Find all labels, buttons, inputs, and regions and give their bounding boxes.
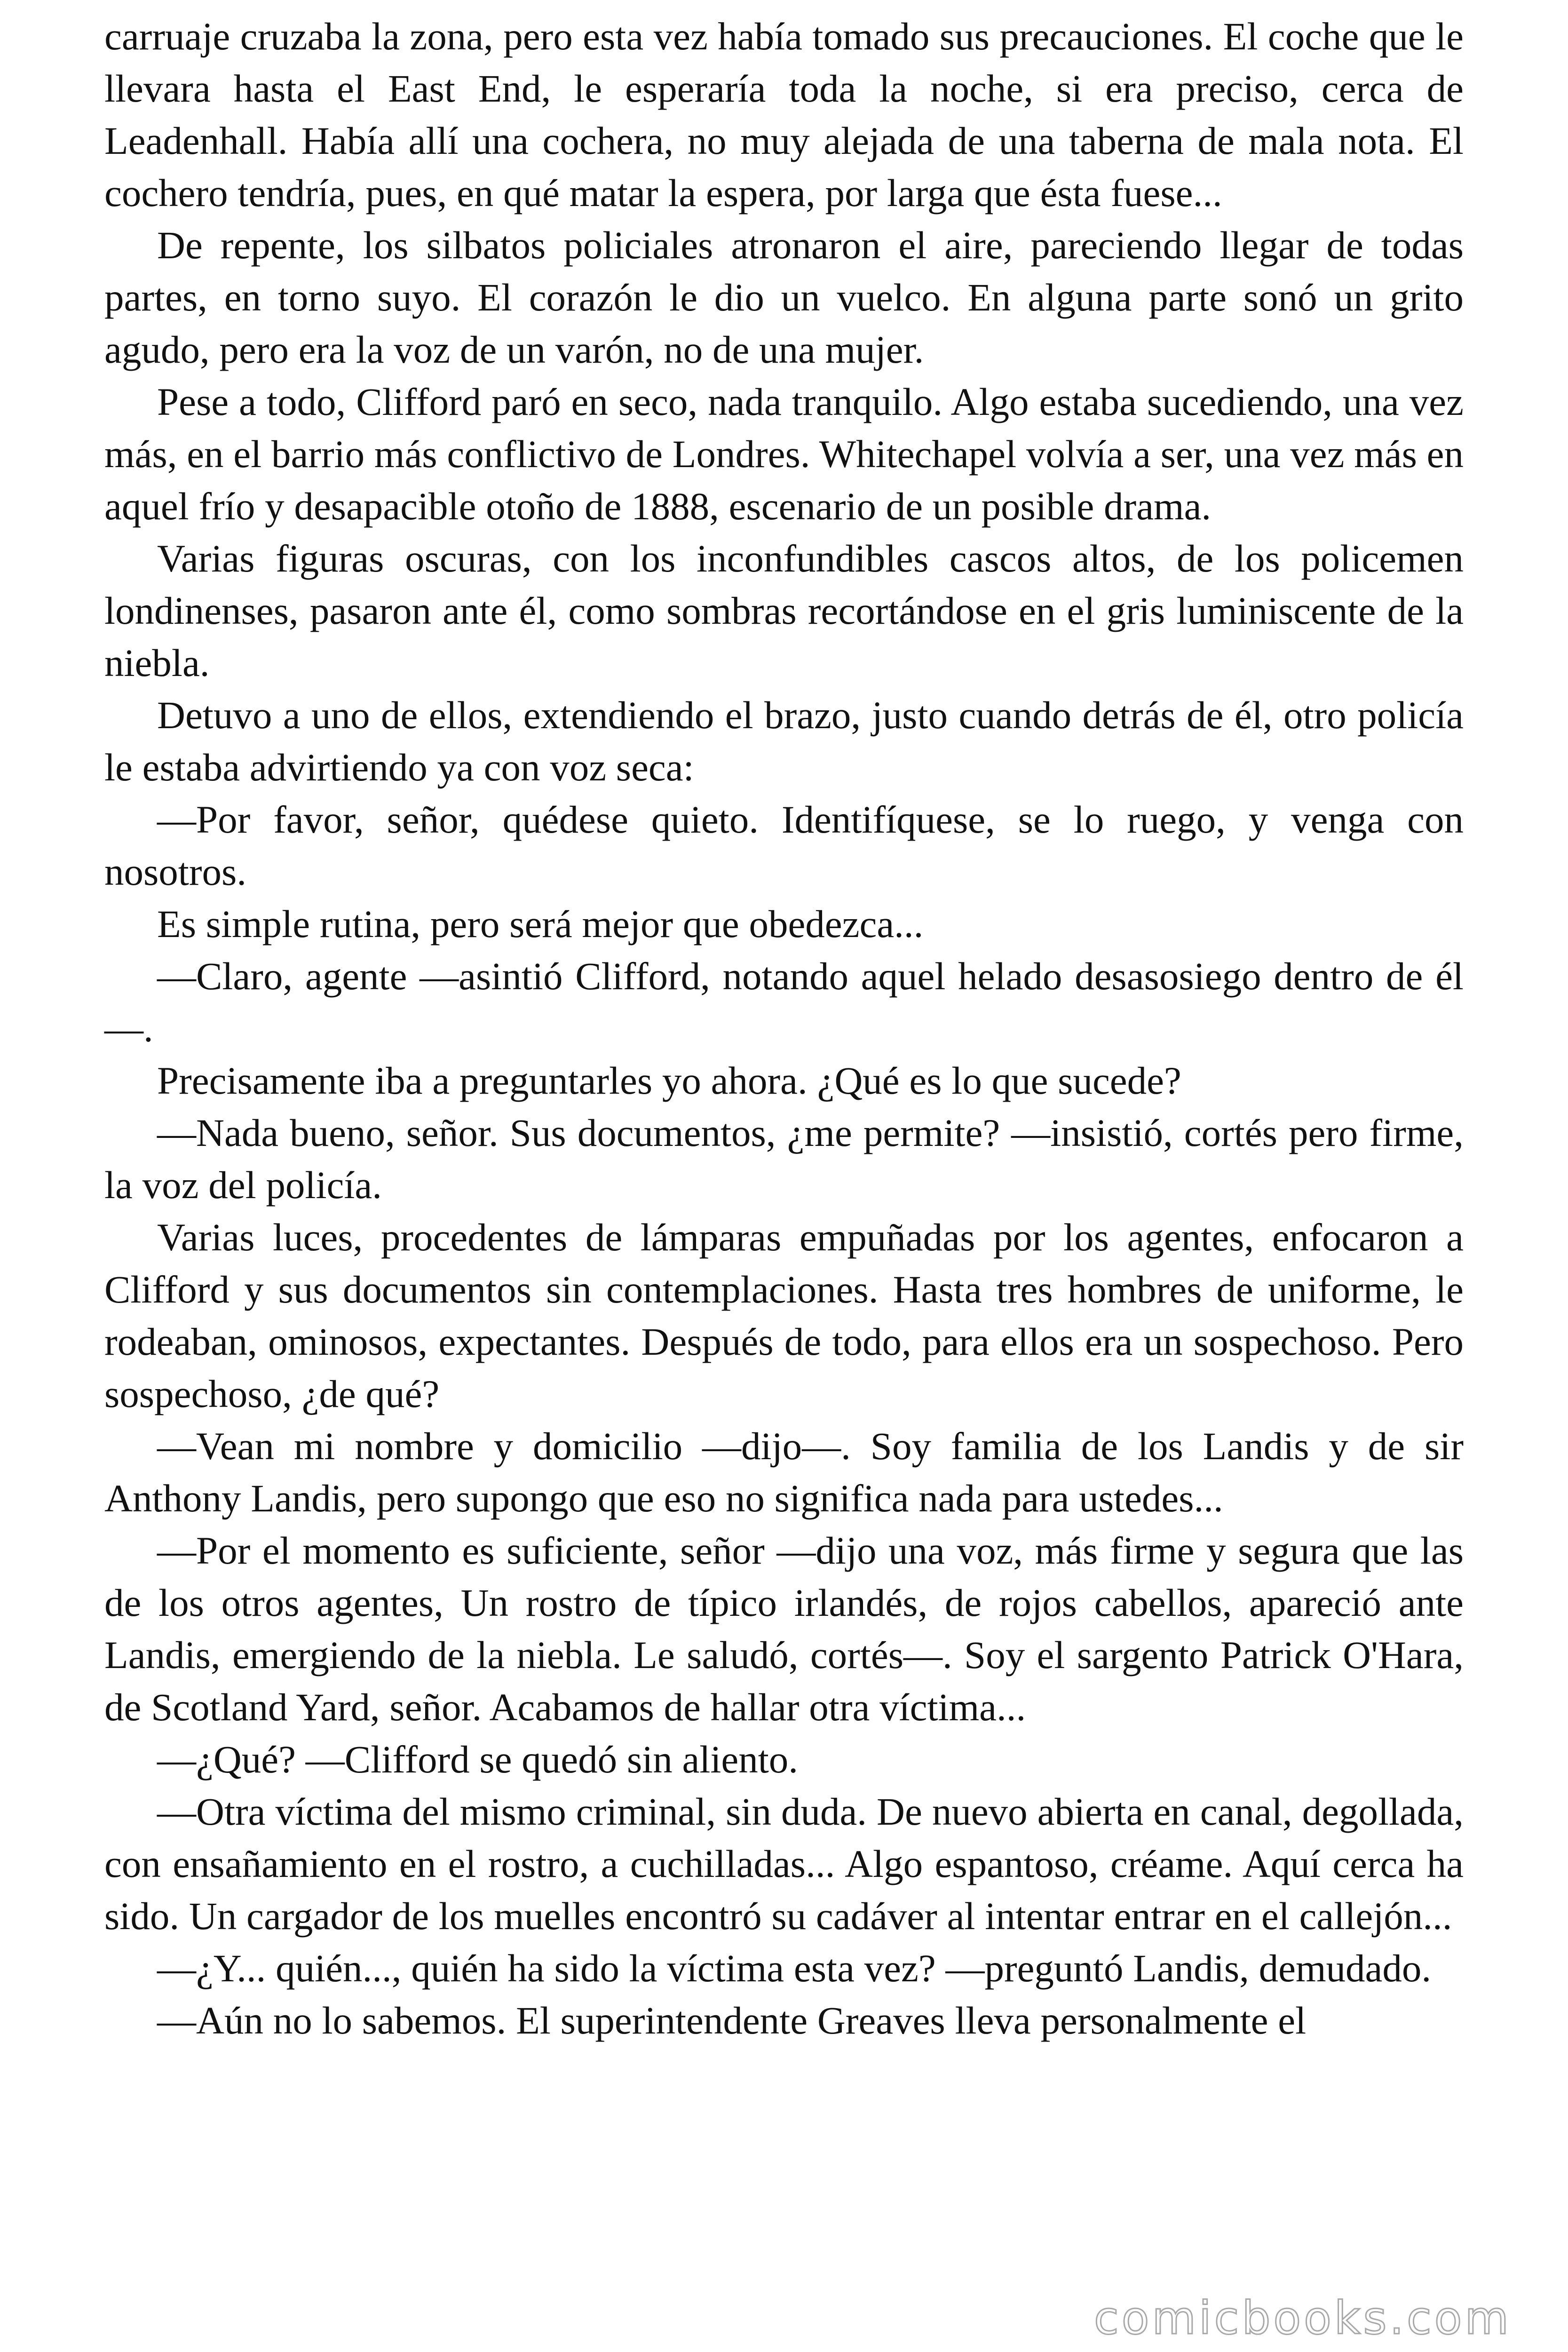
paragraph-11: Varias luces, procedentes de lámparas empuñadas por los agentes, enfocaron a Clifford y sus documentos sin contemplaciones. Hasta tres hombres de uniforme, le rodeaban, ominosos, expectantes. Después de todo, para ellos era un sospechoso. Pero sospechoso, ¿de qué? xyxy=(104,1216,1464,1415)
paragraph-17: —Aún no lo sabemos. El superintendente Greaves lleva personalmente el xyxy=(157,1999,1307,2042)
paragraph-15: —Otra víctima del mismo criminal, sin duda. De nuevo abierta en canal, degollada, con ensañamiento en el rostro, a cuchilladas... Algo espantoso, créame. Aquí cerca ha sido. Un cargador de los muelles encontró su cadáver al intentar entrar en el callejón... xyxy=(104,1790,1464,1938)
paragraph-12: —Vean mi nombre y domicilio —dijo—. Soy familia de los Landis y de sir Anthony Landis, pero supongo que eso no significa nada para ustedes... xyxy=(104,1424,1464,1520)
paragraph-6: —Por favor, señor, quédese quieto. Identifíquese, se lo ruego, y venga con nosotros. xyxy=(104,798,1464,893)
paragraph-5: Detuvo a uno de ellos, extendiendo el brazo, justo cuando detrás de él, otro policía le estaba advirtiendo ya con voz seca: xyxy=(104,693,1464,789)
paragraph-9: Precisamente iba a preguntarles yo ahora. ¿Qué es lo que sucede? xyxy=(157,1059,1181,1102)
paragraph-14: —¿Qué? —Clifford se quedó sin aliento. xyxy=(157,1738,799,1781)
paragraph-7: Es simple rutina, pero será mejor que obedezca... xyxy=(157,902,924,946)
paragraph-16: —¿Y... quién..., quién ha sido la víctima esta vez? —preguntó Landis, demudado. xyxy=(157,1947,1432,1990)
page-text xyxy=(104,10,1464,2047)
paragraph-3: Pese a todo, Clifford paró en seco, nada tranquilo. Algo estaba sucediendo, una vez más, en el barrio más conflictivo de Londres. Whitechapel volvía a ser, una vez más en aquel frío y desapacible otoño de 1888, escenario de un posible drama. xyxy=(104,380,1464,528)
paragraph-4: Varias figuras oscuras, con los inconfundibles cascos altos, de los policemen londinenses, pasaron ante él, como sombras recortándose en el gris luminiscente de la niebla. xyxy=(104,537,1464,684)
paragraph-1: carruaje cruzaba la zona, pero esta vez había tomado sus precauciones. El coche que le llevara hasta el East End, le esperaría toda la noche, si era preciso, cerca de Leadenhall. Había allí una cochera, no muy alejada de una taberna de mala nota. El cochero tendría, pues, en qué matar la espera, por larga que ésta fuese... xyxy=(104,15,1464,215)
paragraph-8: —Claro, agente —asintió Clifford, notando aquel helado desasosiego dentro de él—. xyxy=(104,954,1464,1050)
paragraph-2: De repente, los silbatos policiales atronaron el aire, pareciendo llegar de todas partes, en torno suyo. El corazón le dio un vuelco. En alguna parte sonó un grito agudo, pero era la voz de un varón, no de una mujer. xyxy=(104,223,1464,371)
paragraph-10: —Nada bueno, señor. Sus documentos, ¿me permite? —insistió, cortés pero firme, la voz del policía. xyxy=(104,1111,1464,1207)
watermark-logo: comicbooks.com xyxy=(1093,2292,1512,2344)
paragraph-13: —Por el momento es suficiente, señor —dijo una voz, más firme y segura que las de los otros agentes, Un rostro de típico irlandés, de rojos cabellos, apareció ante Landis, emergiendo de la niebla. Le saludó, cortés—. Soy el sargento Patrick O'Hara, de Scotland Yard, señor. Acabamos de hallar otra víctima... xyxy=(104,1529,1464,1729)
